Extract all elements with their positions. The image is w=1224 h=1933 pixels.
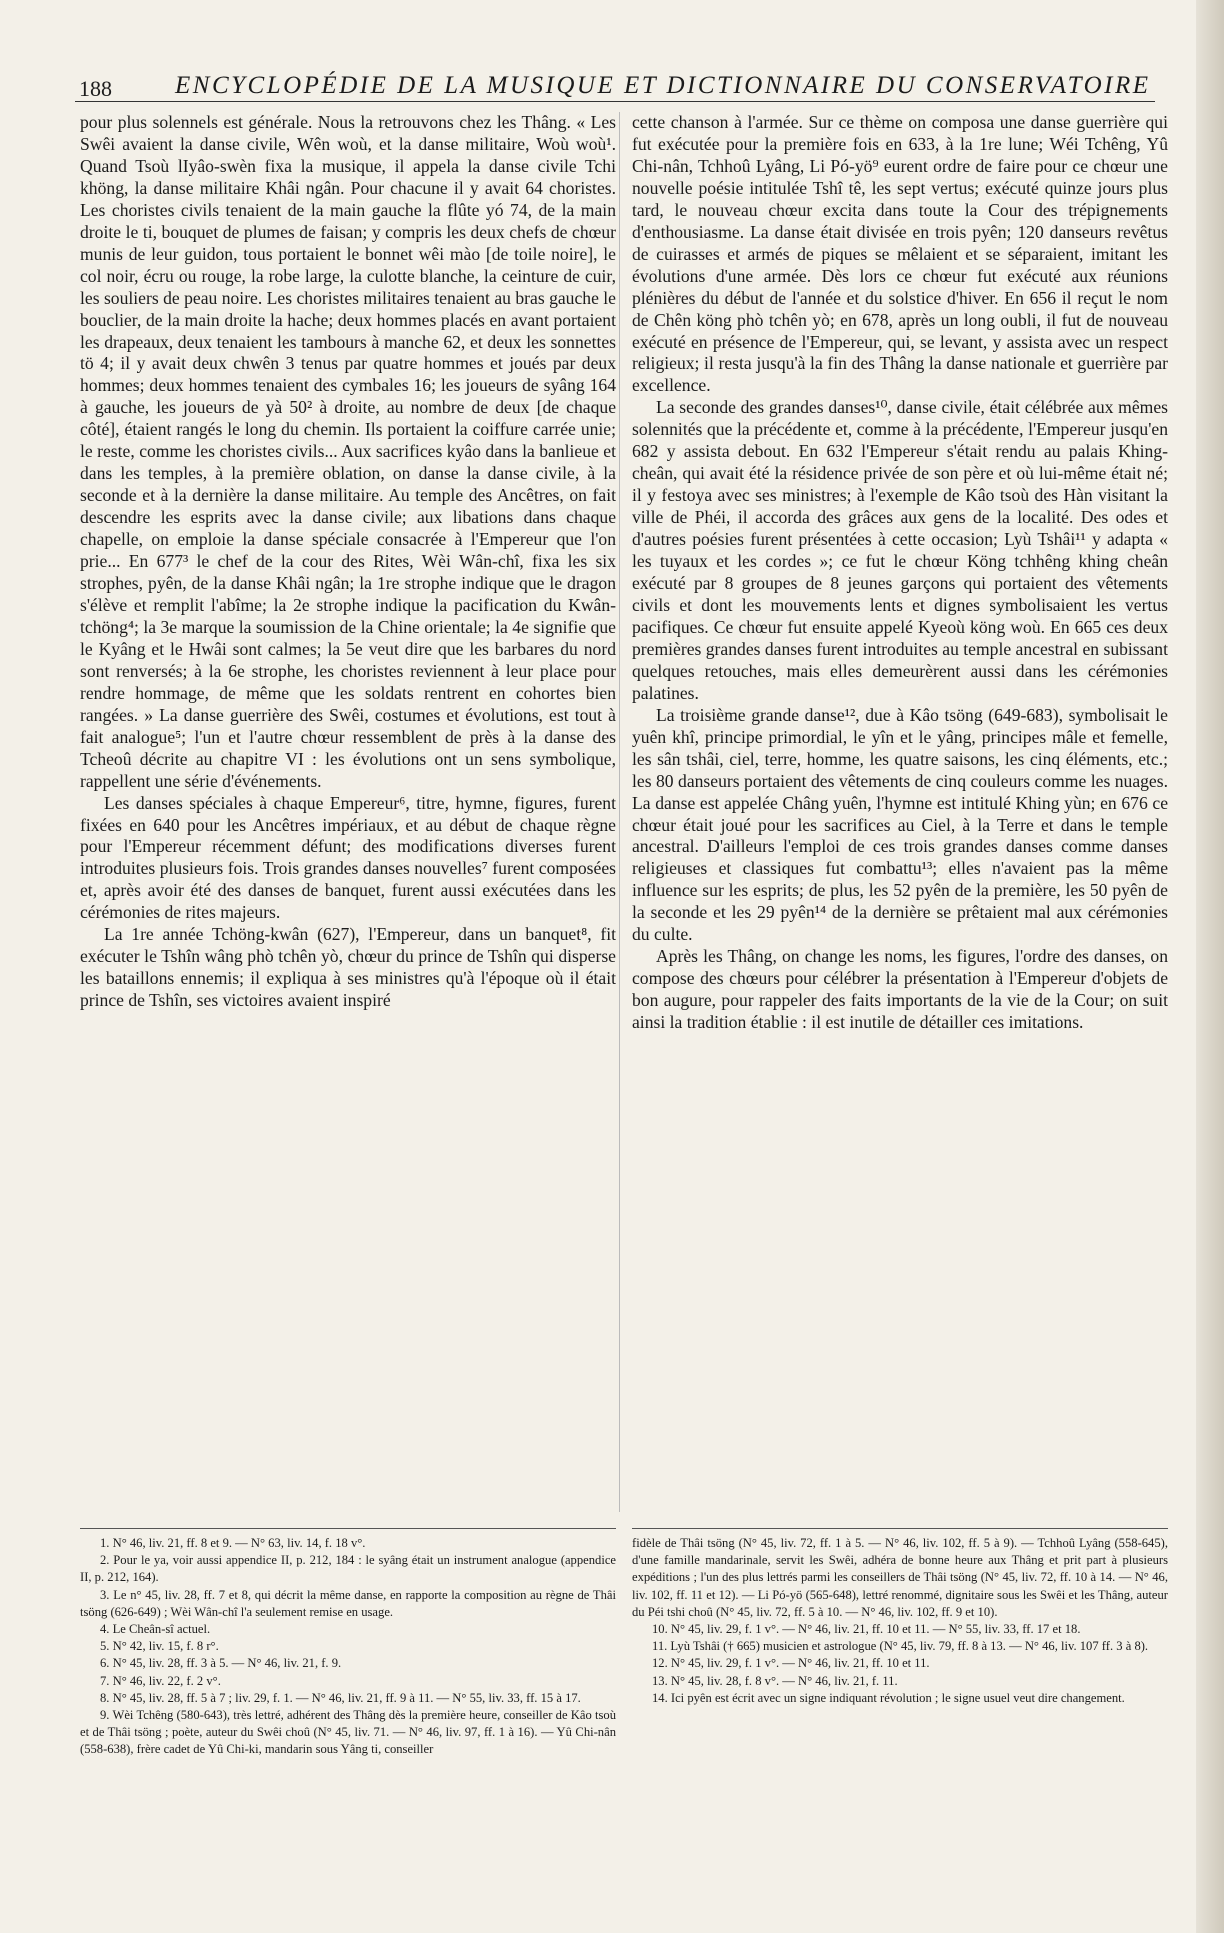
footnote: 11. Lyù Tshâi († 665) musicien et astrologue (N° 45, liv. 79, ff. 8 à 13. — N° 46, liv. 107 ff. 3 à 8). <box>652 1639 1149 1654</box>
paragraph: cette chanson à l'armée. Sur ce thème on composa une danse guerrière qui fut exécutée pour la première fois en 633, à la 1re lune; Wéi Tchêng, Yû Chi-nân, Tchhoû Lyâng, Li Pó-yö⁹ eurent ordre de faire pour ce chœur une nouvelle poésie intitulée Tshî tê, les sept vertus; exécuté quinze jours plus tard, le nouveau chœur excita dans toute la Cour des trépignements d'enthousiasme. La danse était divisée en trois pyên; 120 danseurs revêtus de cuirasses et armés de piques se mêlaient et se séparaient, imitant les évolutions d'une armée. Dès lors ce chœur fut exécuté aux réunions plénières du début de l'année et du solstice d'hiver. En 656 il reçut le nom de Chên köng phò tchên yò; en 678, après un long oubli, il fut de nouveau exécuté en présence de l'Empereur, qui, se levant, y assista avec un respect religieux; il resta jusqu'à la fin des Thâng la danse nationale et guerrière par excellence. <box>632 112 1168 396</box>
footnote: 13. N° 45, liv. 28, f. 8 v°. — N° 46, liv. 21, f. 11. <box>652 1673 898 1688</box>
paragraph: La seconde des grandes danses¹⁰, danse civile, était célébrée aux mêmes solennités que la précédente et, comme à la précédente, l'Empereur jusqu'en 682 y assista debout. En 632 l'Empereur s'était rendu au palais Khing-cheân, qui avait été la résidence privée de son père et où lui-même était né; il y festoya avec ses ministres; à l'exemple de Kâo tsoù des Hàn visitant la ville de Phéi, il accorda des grâces aux gens de la localité. Des odes et d'autres poésies furent présentées à cette occasion; Lyù Tshâi¹¹ y adapta « les tuyaux et les cordes »; ce fut le chœur Köng tchhêng khing cheân exécuté par 8 groupes de 8 jeunes garçons qui portaient des vêtements civils et dont les mouvements lents et dignes symbolisaient les vertus pacifiques. Ce chœur fut ensuite appelé Kyeoù köng woù. En 665 ces deux premières grandes danses furent introduites au temple ancestral en subissant quelques retouches, mais elles demeurèrent aussi dans les cérémonies palatines. <box>632 397 1168 703</box>
footnotes-left <box>80 1528 616 1759</box>
page-number: 188 <box>79 76 112 101</box>
footnote: 10. N° 45, liv. 29, f. 1 v°. — N° 46, liv. 21, ff. 10 et 11. — N° 55, liv. 33, ff. 17 et 18. <box>652 1622 1081 1637</box>
right-text-column <box>632 112 1168 1034</box>
footnote: 2. Pour le ya, voir aussi appendice II, p. 212, 184 : le syâng était un instrument analogue (appendice II, p. 212, 164). <box>80 1553 616 1585</box>
paragraph: pour plus solennels est générale. Nous la retrouvons chez les Thâng. « Les Swêi avaient la danse civile, Wên woù, et la danse militaire, Woù woù¹. Quand Tsoù lIyâo-swèn fixa la musique, il appela la danse civile Tchi khöng, la danse militaire Khâi ngân. Pour chacune il y avait 64 choristes. Les choristes civils tenaient de la main gauche la flûte yó 74, de la main droite le ti, bouquet de plumes de faisan; y compris les deux chefs de chœur munis de leur guidon, tous portaient le bonnet wêi mào [de toile noire], le col noir, écru ou rouge, la robe large, la culotte blanche, la ceinture de cuir, les souliers de peau noire. Les choristes militaires tenaient au bras gauche le bouclier, de la main droite la hache; deux hommes placés en avant portaient les drapeaux, deux tenaient les tambours à manche 62, et deux les sonnettes tö 4; il y avait deux chwên 3 tenus par quatre hommes et joués par deux hommes; deux hommes tenaient des cymbales 16; les joueurs de syâng 164 à gauche, les joueurs de yà 50² à droite, au nombre de deux [de chaque côté], étaient rangés le long du chemin. Ils portaient la coiffure carrée unie; le reste, comme les choristes civils... Aux sacrifices kyâo dans la banlieue et dans les temples, à la première oblation, on danse la danse civile, à la seconde et à la dernière la danse militaire. Au temple des Ancêtres, on fait descendre les esprits avec la danse civile; aux libations dans chaque chapelle, on emploie la danse spéciale consacrée à l'Empereur que l'on prie... En 677³ le chef de la cour des Rites, Wèi Wân-chî, fixa les six strophes, pyên, de la danse Khâi ngân; la 1re strophe indique que le dragon s'élève et remplit l'abîme; la 2e strophe indique la pacification du Kwân-tchöng⁴; la 3e marque la soumission de la Chine orientale; la 4e signifie que le Kyâng et le Hwâi sont calmes; la 5e veut dire que les barbares du nord sont renversés; à la 6e strophe, les choristes reviennent à leur place pour rendre hommage, de même que les soldats rentrent en cohortes bien rangées. » La danse guerrière des Swêi, costumes et évolutions, est tout à fait analogue⁵; l'un et l'autre chœur ressemblent de près à la danse des Tcheoû décrite au chapitre VI : les évolutions ont un sens symbolique, rappellent une série d'événements. <box>80 112 616 791</box>
footnotes-right <box>632 1528 1168 1707</box>
footnote: 5. N° 42, liv. 15, f. 8 r°. <box>100 1639 219 1654</box>
footnote: 8. N° 45, liv. 28, ff. 5 à 7 ; liv. 29, f. 1. — N° 46, liv. 21, ff. 9 à 11. — N° 55, liv. 33, ff. 15 à 17. <box>100 1690 581 1705</box>
footnote: fidèle de Thâi tsöng (N° 45, liv. 72, ff. 1 à 5. — N° 46, liv. 102, ff. 5 à 9). — Tchhoû Lyâng (558-645), d'une famille mandarinale, servit les Swêi, adhéra de bonne heure aux Thâng et prit part à plusieurs expéditions ; l'un des plus lettrés parmi les conseillers de Thâi tsöng (N° 45, liv. 72, ff. 10 à 14. — N° 46, liv. 102, ff. 11 et 12). — Li Pó-yö (565-648), lettré renommé, dignitaire sous les Swêi et les Thâng, auteur du Péi tshi choû (N° 45, liv. 72, ff. 5 à 10. — N° 46, liv. 102, ff. 9 et 10). <box>632 1536 1168 1619</box>
page-edge <box>1196 0 1224 1933</box>
footnote: 3. Le n° 45, liv. 28, ff. 7 et 8, qui décrit la même danse, en rapporte la composition au règne de Thâi tsöng (626-649) ; Wèi Wân-chî l'a seulement remise en usage. <box>80 1587 616 1619</box>
running-title: ENCYCLOPÉDIE DE LA MUSIQUE ET DICTIONNAIRE DU CONSERVATOIRE <box>175 72 1151 99</box>
footnote: 1. N° 46, liv. 21, ff. 8 et 9. — N° 63, liv. 14, f. 18 v°. <box>100 1536 366 1550</box>
footnote: 6. N° 45, liv. 28, ff. 3 à 5. — N° 46, liv. 21, f. 9. <box>100 1656 342 1671</box>
footnote: 12. N° 45, liv. 29, f. 1 v°. — N° 46, liv. 21, ff. 10 et 11. <box>652 1656 930 1671</box>
footnote: 9. Wèi Tchêng (580-643), très lettré, adhérent des Thâng dès la première heure, conseiller de Kâo tsoù et de Thâi tsöng ; poète, auteur du Swêi choû (N° 45, liv. 71. — N° 46, liv. 97, ff. 1 à 16). — Yû Chi-nân (558-638), frère cadet de Yû Chi-ki, mandarin sous Yâng ti, conseiller <box>80 1708 616 1757</box>
left-text-column <box>80 112 616 1012</box>
paragraph: La 1re année Tchöng-kwân (627), l'Empereur, dans un banquet⁸, fit exécuter le Tshîn wâng phò tchên yò, chœur du prince de Tshîn qui disperse les bataillons ennemis; il expliqua à ses ministres qu'à l'époque où il était prince de Tshîn, ses victoires avaient inspiré <box>80 924 616 1011</box>
footnote: 7. N° 46, liv. 22, f. 2 v°. <box>100 1673 221 1688</box>
paragraph: La troisième grande danse¹², due à Kâo tsöng (649-683), symbolisait le yuên khî, principe primordial, le yîn et le yâng, principes mâle et femelle, les sân tshâi, ciel, terre, homme, les quatre saisons, les cinq éléments, etc.; les 80 danseurs portaient des vêtements de cinq couleurs comme les nuages. La danse est appelée Châng yuên, l'hymne est intitulé Khing yùn; en 676 ce chœur était joué pour les sacrifices au Ciel, à la Terre et dans le temple ancestral. D'ailleurs l'emploi de ces trois grandes danses comme danses religieuses et classiques fut combattu¹³; elles n'avaient pas la même influence sur les esprits; de plus, les 52 pyên de la première, les 50 pyên de la seconde et les 29 pyên¹⁴ de la dernière se prêtaient mal aux cérémonies du culte. <box>632 704 1168 945</box>
paragraph: Les danses spéciales à chaque Empereur⁶, titre, hymne, figures, furent fixées en 640 pour les Ancêtres impériaux, et au début de chaque règne pour l'Empereur récemment défunt; des modifications diverses furent introduites plusieurs fois. Trois grandes danses nouvelles⁷ furent composées et, après avoir été des danses de banquet, furent aussi exécutées dans les cérémonies de rites majeurs. <box>80 792 616 923</box>
footnote-rule <box>80 1528 616 1529</box>
footnote: 4. Le Cheân-sî actuel. <box>100 1622 211 1637</box>
header-rule <box>75 101 1155 102</box>
footnote: 14. Ici pyên est écrit avec un signe indiquant révolution ; le signe usuel veut dire changement. <box>652 1690 1125 1705</box>
running-header <box>75 60 1155 102</box>
footnote-rule <box>632 1528 1168 1529</box>
column-divider <box>619 112 620 1512</box>
paragraph: Après les Thâng, on change les noms, les figures, l'ordre des danses, on compose des chœurs pour célébrer la présentation à l'Empereur d'objets de bon augure, pour rappeler des faits importants de la vie de la Cour; on suit ainsi la tradition établie : il est inutile de détailler ces imitations. <box>632 946 1168 1033</box>
